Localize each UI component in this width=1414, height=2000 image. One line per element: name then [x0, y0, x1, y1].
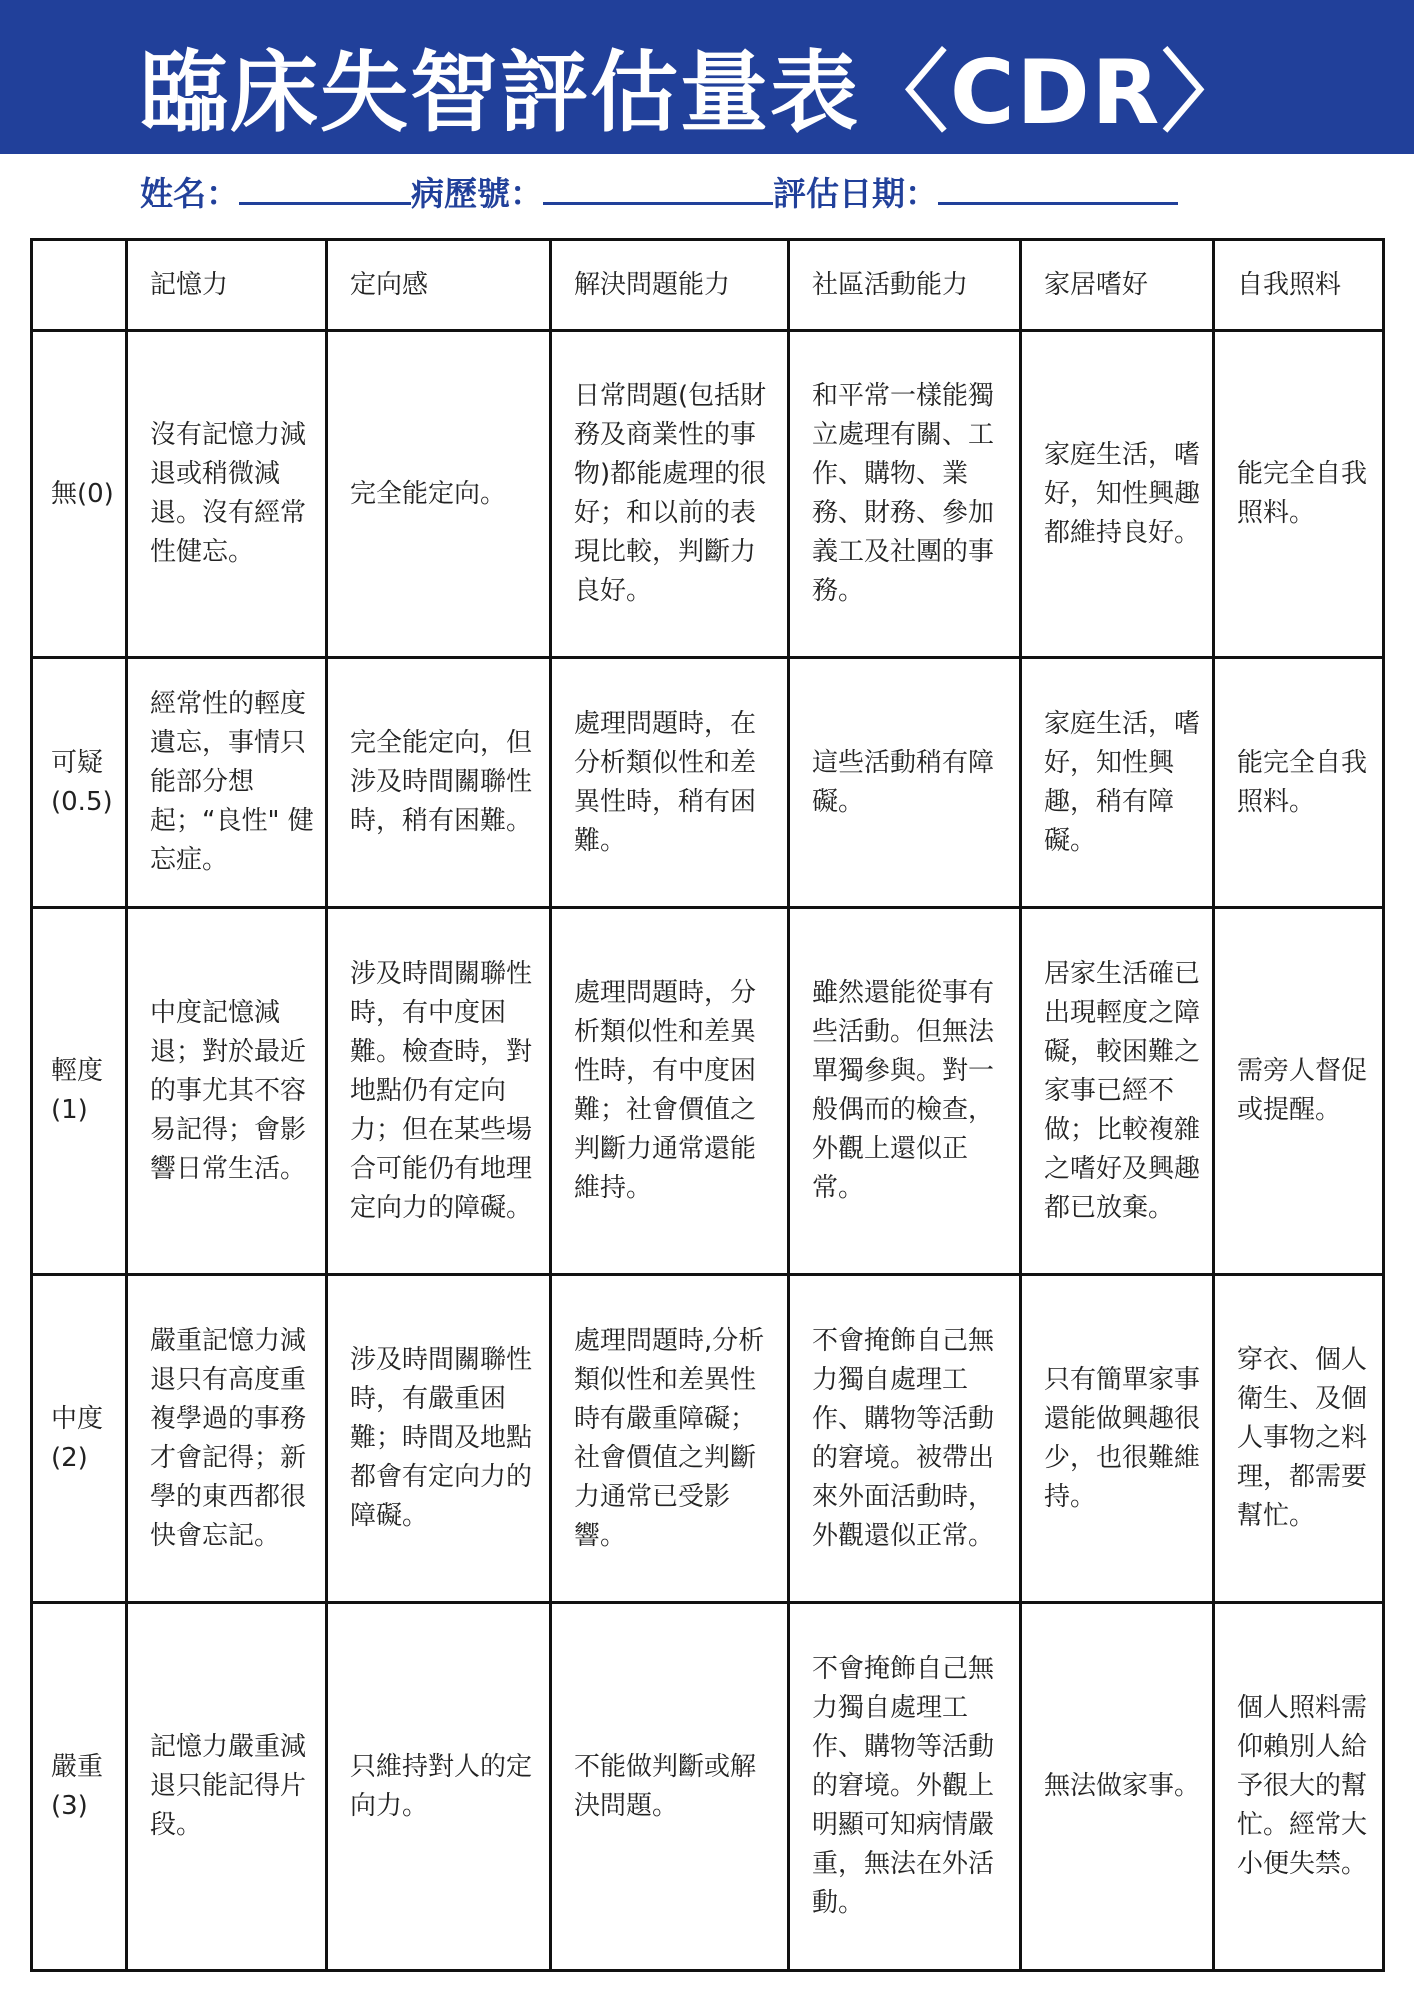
table-cell: 中度記憶減退；對於最近的事尤其不容易記得；會影響日常生活。 — [127, 908, 327, 1275]
table-cell: 記憶力嚴重減退只能記得片段。 — [127, 1603, 327, 1971]
record-number-label: 病歷號： — [411, 174, 543, 213]
table-cell: 不能做判斷或解決問題。 — [551, 1603, 789, 1971]
table-cell: 不會掩飾自己無力獨自處理工作、購物等活動的窘境。外觀上明顯可知病情嚴重，無法在外活動。 — [789, 1603, 1021, 1971]
table-cell: 涉及時間關聯性時，有嚴重困難；時間及地點都會有定向力的障礙。 — [327, 1275, 551, 1603]
table-cell: 日常問題(包括財務及商業性的事物)都能處理的很好；和以前的表現比較，判斷力良好。 — [551, 331, 789, 658]
table-cell: 不會掩飾自己無力獨自處理工作、購物等活動的窘境。被帶出來外面活動時，外觀還似正常。 — [789, 1275, 1021, 1603]
table-cell: 只有簡單家事還能做興趣很少，也很難維持。 — [1021, 1275, 1214, 1603]
table-cell: 涉及時間關聯性時，有中度困難。檢查時，對地點仍有定向力；但在某些場合可能仍有地理定向力的障礙。 — [327, 908, 551, 1275]
name-field[interactable] — [239, 168, 411, 205]
table-cell: 和平常一樣能獨立處理有關、工作、購物、業務、財務、參加義工及社團的事務。 — [789, 331, 1021, 658]
column-header: 解決問題能力 — [551, 240, 789, 331]
column-header: 社區活動能力 — [789, 240, 1021, 331]
table-cell: 這些活動稍有障礙。 — [789, 658, 1021, 908]
row-level-label: 嚴重(3) — [32, 1603, 127, 1971]
row-level-label: 可疑(0.5) — [32, 658, 127, 908]
table-cell: 家庭生活，嗜好，知性興趣都維持良好。 — [1021, 331, 1214, 658]
table-row — [32, 1603, 1384, 1971]
table-cell: 沒有記憶力減退或稍微減退。沒有經常性健忘。 — [127, 331, 327, 658]
column-header: 自我照料 — [1214, 240, 1384, 331]
table-cell: 嚴重記憶力減退只有高度重複學過的事務才會記得；新學的東西都很快會忘記。 — [127, 1275, 327, 1603]
table-cell: 家庭生活，嗜好，知性興趣，稍有障礙。 — [1021, 658, 1214, 908]
table-cell: 能完全自我照料。 — [1214, 658, 1384, 908]
table-cell: 能完全自我照料。 — [1214, 331, 1384, 658]
patient-info-line — [140, 168, 1380, 220]
row-level-label: 中度(2) — [32, 1275, 127, 1603]
table-row — [32, 658, 1384, 908]
table-cell: 穿衣、個人衛生、及個人事物之料理，都需要幫忙。 — [1214, 1275, 1384, 1603]
table-row — [32, 908, 1384, 1275]
table-cell: 處理問題時，分析類似性和差異性時，有中度困難；社會價值之判斷力通常還能維持。 — [551, 908, 789, 1275]
table-cell: 完全能定向，但涉及時間關聯性時，稍有困難。 — [327, 658, 551, 908]
column-header: 家居嗜好 — [1021, 240, 1214, 331]
table-cell: 處理問題時，在分析類似性和差異性時，稍有困難。 — [551, 658, 789, 908]
table-header-row — [32, 240, 1384, 331]
table-cell: 居家生活確已出現輕度之障礙，較困難之家事已經不做；比較複雜之嗜好及興趣都已放棄。 — [1021, 908, 1214, 1275]
table-cell: 處理問題時,分析類似性和差異性時有嚴重障礙；社會價值之判斷力通常已受影響。 — [551, 1275, 789, 1603]
date-field[interactable] — [938, 168, 1178, 205]
table-row — [32, 331, 1384, 658]
name-label: 姓名： — [140, 174, 239, 213]
corner-cell — [32, 240, 127, 331]
table-cell: 需旁人督促或提醒。 — [1214, 908, 1384, 1275]
column-header: 定向感 — [327, 240, 551, 331]
row-level-label: 無(0) — [32, 331, 127, 658]
table-cell: 無法做家事。 — [1021, 1603, 1214, 1971]
table-cell: 只維持對人的定向力。 — [327, 1603, 551, 1971]
page-title: 臨床失智評估量表〈CDR〉 — [140, 41, 1252, 144]
date-label: 評估日期： — [773, 174, 938, 213]
row-level-label: 輕度(1) — [32, 908, 127, 1275]
table-row — [32, 1275, 1384, 1603]
table-cell: 完全能定向。 — [327, 331, 551, 658]
table-cell: 經常性的輕度遺忘，事情只能部分想起；“良性" 健忘症。 — [127, 658, 327, 908]
column-header: 記憶力 — [127, 240, 327, 331]
cdr-table — [30, 238, 1385, 1972]
table-cell: 雖然還能從事有些活動。但無法單獨參與。對一般偶而的檢查，外觀上還似正常。 — [789, 908, 1021, 1275]
table-cell: 個人照料需仰賴別人給予很大的幫忙。經常大小便失禁。 — [1214, 1603, 1384, 1971]
record-number-field[interactable] — [543, 168, 773, 205]
